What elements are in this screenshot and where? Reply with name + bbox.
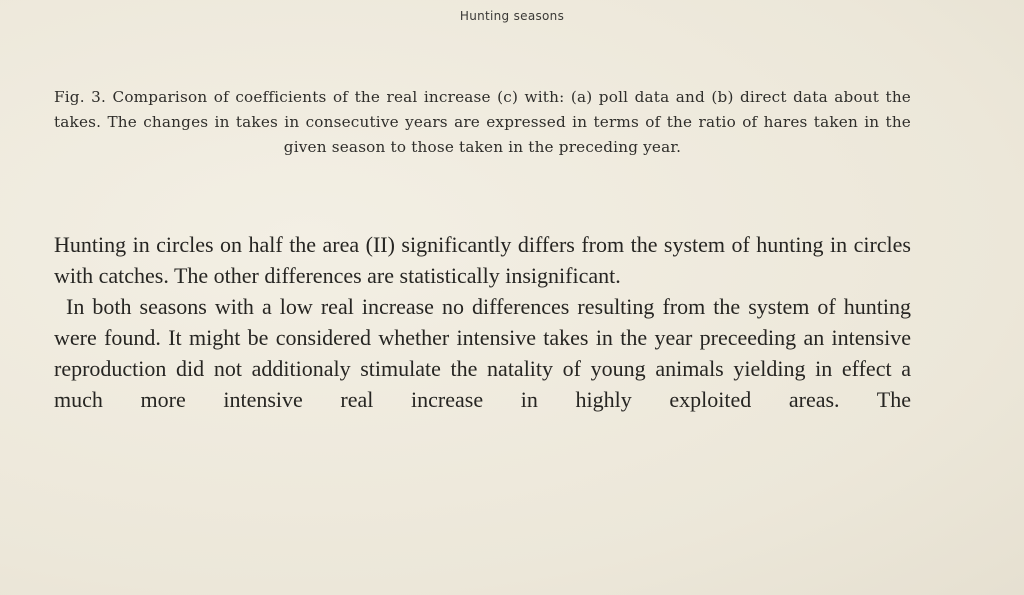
body-paragraph-2: In both seasons with a low real increase no differences resulting from the system of hunting were found. It might be considered whether intensive takes in the year preceeding an intensive reproduction did not additionaly stimulate the natality of young animals yielding in effect a much more intensive real increase in highly exploited areas. The (54, 294, 911, 412)
body-text (54, 229, 911, 415)
running-head: Hunting seasons (459, 9, 565, 23)
figure-caption: Fig. 3. Comparison of coefficients of the real increase (c) with: (a) poll data and (b) direct data about the takes. The changes in takes in consecutive years are expressed in terms of the ratio of hares taken in the given season to those taken in the preceding year. (54, 88, 911, 156)
body-paragraph-1: Hunting in circles on half the area (II) significantly differs from the system of hunting in circles with catches. The other differences are statistically insignificant. (54, 232, 911, 288)
